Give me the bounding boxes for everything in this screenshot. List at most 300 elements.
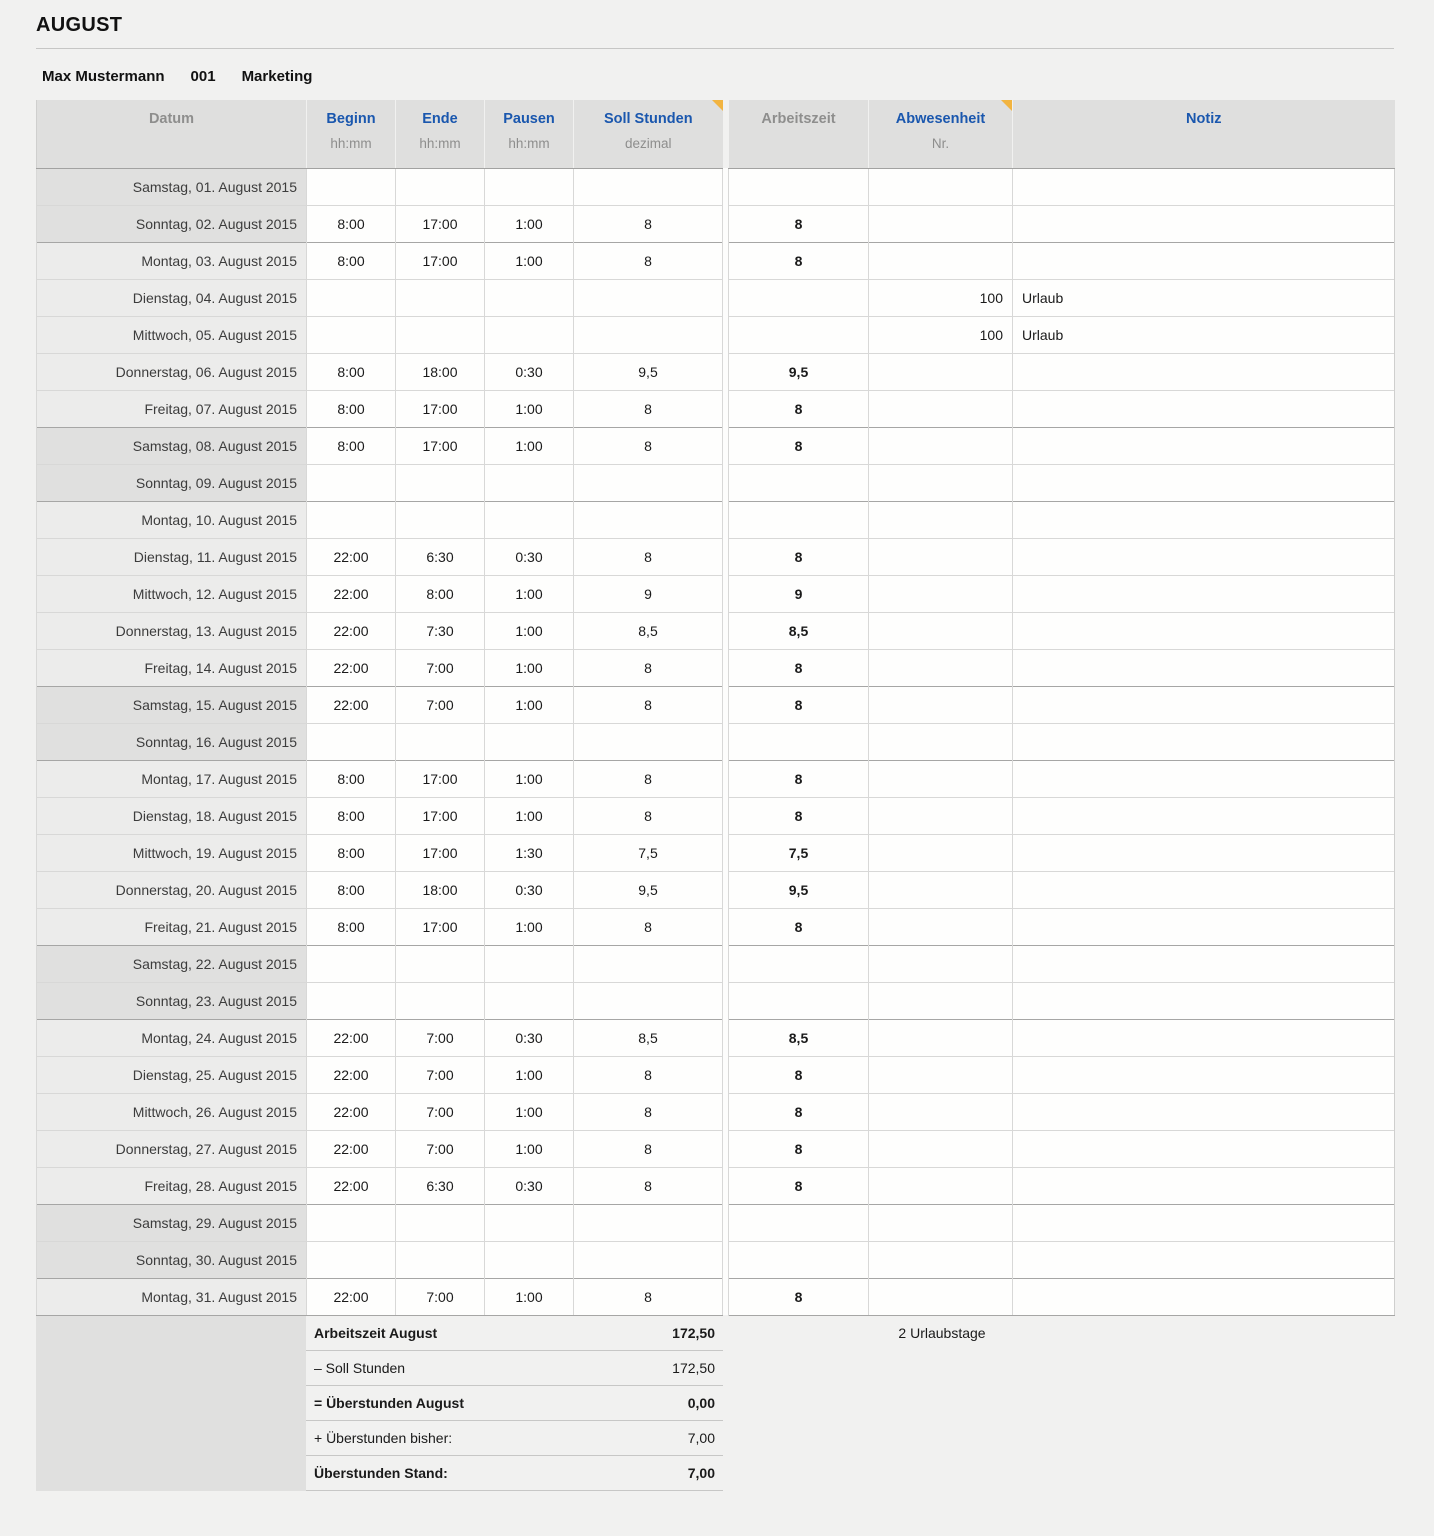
begin-cell[interactable]: 8:00 [307, 834, 396, 871]
note-cell[interactable] [1013, 1167, 1395, 1204]
note-cell[interactable] [1013, 390, 1395, 427]
pause-cell[interactable]: 1:00 [485, 1130, 574, 1167]
work-hours-cell: 8 [729, 242, 869, 279]
note-cell[interactable] [1013, 1093, 1395, 1130]
date-cell: Dienstag, 25. August 2015 [37, 1056, 307, 1093]
target-hours-cell[interactable]: 8 [574, 390, 723, 427]
work-hours-cell [729, 168, 869, 205]
pause-cell[interactable]: 1:00 [485, 575, 574, 612]
note-cell[interactable] [1013, 538, 1395, 575]
begin-cell[interactable]: 22:00 [307, 1019, 396, 1056]
table-row [37, 501, 1395, 538]
date-cell: Donnerstag, 20. August 2015 [37, 871, 307, 908]
end-cell[interactable] [396, 464, 485, 501]
absence-cell[interactable] [869, 1130, 1013, 1167]
absence-cell[interactable] [869, 797, 1013, 834]
target-hours-cell[interactable] [574, 279, 723, 316]
end-cell[interactable]: 17:00 [396, 797, 485, 834]
work-hours-cell: 8 [729, 538, 869, 575]
table-row [37, 797, 1395, 834]
absence-cell[interactable] [869, 649, 1013, 686]
begin-cell[interactable] [307, 464, 396, 501]
target-hours-cell[interactable]: 8 [574, 1093, 723, 1130]
end-cell[interactable]: 17:00 [396, 427, 485, 464]
summary-value: 172,50 [672, 1324, 715, 1341]
work-hours-cell [729, 1204, 869, 1241]
begin-cell[interactable]: 8:00 [307, 353, 396, 390]
absence-cell[interactable] [869, 1056, 1013, 1093]
table-row [37, 649, 1395, 686]
date-cell: Dienstag, 11. August 2015 [37, 538, 307, 575]
target-hours-cell[interactable]: 8 [574, 242, 723, 279]
end-cell[interactable]: 17:00 [396, 908, 485, 945]
target-hours-cell[interactable] [574, 723, 723, 760]
vacation-days-note: 2 Urlaubstage [898, 1324, 986, 1341]
employee-info [36, 49, 1394, 100]
pause-cell[interactable] [485, 464, 574, 501]
begin-cell[interactable] [307, 279, 396, 316]
end-cell[interactable] [396, 501, 485, 538]
begin-cell[interactable] [307, 168, 396, 205]
pause-cell[interactable] [485, 168, 574, 205]
table-row [37, 353, 1395, 390]
table-row [37, 427, 1395, 464]
absence-cell[interactable] [869, 242, 1013, 279]
table-row [37, 834, 1395, 871]
end-cell[interactable]: 18:00 [396, 353, 485, 390]
note-cell[interactable] [1013, 797, 1395, 834]
target-hours-cell[interactable]: 8 [574, 538, 723, 575]
column-header-arbeitszeit: Arbeitszeit [729, 100, 869, 168]
begin-cell[interactable] [307, 316, 396, 353]
summary-row [306, 1386, 723, 1421]
work-hours-cell: 8 [729, 760, 869, 797]
work-hours-cell: 8 [729, 797, 869, 834]
absence-cell[interactable] [869, 168, 1013, 205]
pause-cell[interactable]: 1:00 [485, 686, 574, 723]
note-cell[interactable] [1013, 1241, 1395, 1278]
column-header-abwesenheit: Abwesenheit Nr. [869, 100, 1013, 168]
target-hours-cell[interactable] [574, 501, 723, 538]
begin-cell[interactable] [307, 1204, 396, 1241]
target-hours-cell[interactable]: 8 [574, 649, 723, 686]
date-cell: Samstag, 08. August 2015 [37, 427, 307, 464]
work-hours-cell: 8,5 [729, 612, 869, 649]
absence-cell[interactable] [869, 575, 1013, 612]
begin-cell[interactable]: 8:00 [307, 908, 396, 945]
begin-cell[interactable]: 22:00 [307, 1093, 396, 1130]
table-body [37, 168, 1395, 1315]
end-cell[interactable]: 7:00 [396, 1056, 485, 1093]
work-hours-cell: 8 [729, 1056, 869, 1093]
note-cell[interactable] [1013, 353, 1395, 390]
date-cell: Freitag, 14. August 2015 [37, 649, 307, 686]
work-hours-cell: 8 [729, 908, 869, 945]
pause-cell[interactable]: 1:00 [485, 427, 574, 464]
note-cell[interactable] [1013, 612, 1395, 649]
pause-cell[interactable] [485, 945, 574, 982]
target-hours-cell[interactable]: 8 [574, 908, 723, 945]
pause-cell[interactable]: 0:30 [485, 1167, 574, 1204]
target-hours-cell[interactable]: 8 [574, 797, 723, 834]
date-cell: Samstag, 01. August 2015 [37, 168, 307, 205]
end-cell[interactable]: 7:00 [396, 1019, 485, 1056]
target-hours-cell[interactable] [574, 1204, 723, 1241]
date-cell: Mittwoch, 12. August 2015 [37, 575, 307, 612]
date-cell: Samstag, 15. August 2015 [37, 686, 307, 723]
note-cell[interactable] [1013, 871, 1395, 908]
absence-cell[interactable] [869, 501, 1013, 538]
note-cell[interactable] [1013, 464, 1395, 501]
table-row [37, 945, 1395, 982]
date-cell: Sonntag, 02. August 2015 [37, 205, 307, 242]
summary-value: 172,50 [672, 1359, 715, 1376]
pause-cell[interactable]: 1:00 [485, 797, 574, 834]
summary-rows [306, 1316, 723, 1491]
note-cell[interactable]: Urlaub [1013, 279, 1395, 316]
note-cell[interactable]: Urlaub [1013, 316, 1395, 353]
target-hours-cell[interactable] [574, 1241, 723, 1278]
table-row [37, 723, 1395, 760]
absence-cell[interactable] [869, 1019, 1013, 1056]
column-header-pausen: Pausen hh:mm [485, 100, 574, 168]
end-cell[interactable] [396, 1204, 485, 1241]
table-row [37, 279, 1395, 316]
end-cell[interactable]: 17:00 [396, 205, 485, 242]
table-row [37, 464, 1395, 501]
end-cell[interactable] [396, 945, 485, 982]
work-hours-cell: 8 [729, 205, 869, 242]
employee-number: 001 [190, 68, 216, 85]
target-hours-cell[interactable]: 9,5 [574, 353, 723, 390]
end-cell[interactable]: 7:00 [396, 1093, 485, 1130]
pause-cell[interactable]: 1:00 [485, 612, 574, 649]
end-cell[interactable]: 7:30 [396, 612, 485, 649]
pause-cell[interactable]: 1:00 [485, 649, 574, 686]
work-hours-cell: 8 [729, 649, 869, 686]
begin-cell[interactable]: 22:00 [307, 612, 396, 649]
target-hours-cell[interactable] [574, 464, 723, 501]
begin-cell[interactable]: 8:00 [307, 242, 396, 279]
begin-cell[interactable]: 22:00 [307, 1056, 396, 1093]
summary-row [306, 1456, 723, 1491]
work-hours-cell [729, 279, 869, 316]
table-row [37, 1204, 1395, 1241]
work-hours-cell: 9 [729, 575, 869, 612]
date-cell: Dienstag, 18. August 2015 [37, 797, 307, 834]
table-row [37, 242, 1395, 279]
target-hours-cell[interactable]: 8 [574, 1167, 723, 1204]
table-row [37, 908, 1395, 945]
note-cell[interactable] [1013, 723, 1395, 760]
target-hours-cell[interactable]: 8 [574, 1130, 723, 1167]
end-cell[interactable]: 7:00 [396, 1278, 485, 1315]
note-cell[interactable] [1013, 908, 1395, 945]
date-cell: Montag, 17. August 2015 [37, 760, 307, 797]
note-cell[interactable] [1013, 1204, 1395, 1241]
note-cell[interactable] [1013, 242, 1395, 279]
begin-cell[interactable]: 22:00 [307, 1278, 396, 1315]
summary-value: 7,00 [687, 1464, 715, 1481]
table-row [37, 205, 1395, 242]
begin-cell[interactable] [307, 1241, 396, 1278]
end-cell[interactable] [396, 316, 485, 353]
pause-cell[interactable]: 1:00 [485, 390, 574, 427]
begin-cell[interactable]: 8:00 [307, 427, 396, 464]
begin-cell[interactable]: 22:00 [307, 575, 396, 612]
pause-cell[interactable] [485, 1241, 574, 1278]
target-hours-cell[interactable]: 8,5 [574, 1019, 723, 1056]
begin-cell[interactable] [307, 501, 396, 538]
absence-cell[interactable] [869, 353, 1013, 390]
work-hours-cell [729, 501, 869, 538]
column-header-ende: Ende hh:mm [396, 100, 485, 168]
summary-label: – Soll Stunden [314, 1359, 406, 1376]
pause-cell[interactable]: 1:00 [485, 760, 574, 797]
summary-value: 0,00 [687, 1394, 715, 1411]
end-cell[interactable]: 7:00 [396, 686, 485, 723]
table-header [37, 100, 1395, 168]
work-hours-cell: 8 [729, 1167, 869, 1204]
absence-cell[interactable] [869, 1167, 1013, 1204]
absence-cell[interactable] [869, 908, 1013, 945]
begin-cell[interactable]: 22:00 [307, 649, 396, 686]
date-cell: Freitag, 28. August 2015 [37, 1167, 307, 1204]
note-cell[interactable] [1013, 945, 1395, 982]
begin-cell[interactable] [307, 945, 396, 982]
date-cell: Sonntag, 09. August 2015 [37, 464, 307, 501]
absence-cell[interactable]: 100 [869, 316, 1013, 353]
pause-cell[interactable]: 0:30 [485, 871, 574, 908]
end-cell[interactable]: 17:00 [396, 760, 485, 797]
pause-cell[interactable] [485, 501, 574, 538]
table-row [37, 686, 1395, 723]
work-hours-cell: 8 [729, 1130, 869, 1167]
table-row [37, 612, 1395, 649]
pause-cell[interactable]: 1:00 [485, 908, 574, 945]
note-cell[interactable] [1013, 1019, 1395, 1056]
date-cell: Dienstag, 04. August 2015 [37, 279, 307, 316]
target-hours-cell[interactable] [574, 945, 723, 982]
note-cell[interactable] [1013, 1056, 1395, 1093]
work-hours-cell: 8 [729, 686, 869, 723]
pause-cell[interactable] [485, 982, 574, 1019]
target-hours-cell[interactable]: 8,5 [574, 612, 723, 649]
end-cell[interactable] [396, 723, 485, 760]
absence-cell[interactable] [869, 945, 1013, 982]
target-hours-cell[interactable]: 8 [574, 760, 723, 797]
date-cell: Montag, 10. August 2015 [37, 501, 307, 538]
note-cell[interactable] [1013, 760, 1395, 797]
pause-cell[interactable] [485, 279, 574, 316]
target-hours-cell[interactable]: 8 [574, 686, 723, 723]
work-hours-cell: 9,5 [729, 871, 869, 908]
absence-cell[interactable] [869, 834, 1013, 871]
timesheet-table [36, 100, 1395, 1316]
summary-row [306, 1351, 723, 1386]
absence-cell[interactable]: 100 [869, 279, 1013, 316]
work-hours-cell [729, 982, 869, 1019]
summary-label: Arbeitszeit August [314, 1324, 438, 1341]
begin-cell[interactable]: 8:00 [307, 390, 396, 427]
column-header-notiz: Notiz [1013, 100, 1395, 168]
end-cell[interactable] [396, 982, 485, 1019]
pause-cell[interactable] [485, 723, 574, 760]
date-cell: Montag, 03. August 2015 [37, 242, 307, 279]
column-header-beginn: Beginn hh:mm [307, 100, 396, 168]
begin-cell[interactable]: 8:00 [307, 205, 396, 242]
end-cell[interactable]: 6:30 [396, 538, 485, 575]
pause-cell[interactable]: 1:00 [485, 205, 574, 242]
date-cell: Mittwoch, 05. August 2015 [37, 316, 307, 353]
date-cell: Freitag, 07. August 2015 [37, 390, 307, 427]
end-cell[interactable]: 17:00 [396, 834, 485, 871]
target-hours-cell[interactable]: 8 [574, 1056, 723, 1093]
summary-row [306, 1421, 723, 1456]
work-hours-cell [729, 464, 869, 501]
absence-cell[interactable] [869, 982, 1013, 1019]
summary-value: 7,00 [687, 1429, 715, 1446]
target-hours-cell[interactable]: 8 [574, 205, 723, 242]
pause-cell[interactable]: 1:30 [485, 834, 574, 871]
pause-cell[interactable]: 1:00 [485, 242, 574, 279]
pause-cell[interactable]: 0:30 [485, 538, 574, 575]
table-row [37, 1167, 1395, 1204]
end-cell[interactable]: 17:00 [396, 390, 485, 427]
header-row [37, 100, 1395, 168]
work-hours-cell [729, 945, 869, 982]
begin-cell[interactable]: 22:00 [307, 1130, 396, 1167]
begin-cell[interactable]: 22:00 [307, 538, 396, 575]
note-cell[interactable] [1013, 834, 1395, 871]
absence-cell[interactable] [869, 723, 1013, 760]
absence-cell[interactable] [869, 538, 1013, 575]
work-hours-cell [729, 316, 869, 353]
employee-name: Max Mustermann [42, 68, 165, 85]
table-row [37, 1019, 1395, 1056]
note-cell[interactable] [1013, 501, 1395, 538]
work-hours-cell: 7,5 [729, 834, 869, 871]
absence-cell[interactable] [869, 612, 1013, 649]
note-cell[interactable] [1013, 575, 1395, 612]
date-cell: Mittwoch, 26. August 2015 [37, 1093, 307, 1130]
summary-label: + Überstunden bisher: [314, 1429, 453, 1446]
absence-cell[interactable] [869, 205, 1013, 242]
end-cell[interactable] [396, 279, 485, 316]
table-row [37, 168, 1395, 205]
target-hours-cell[interactable]: 9,5 [574, 871, 723, 908]
absence-cell[interactable] [869, 1093, 1013, 1130]
work-hours-cell: 8 [729, 390, 869, 427]
begin-cell[interactable]: 8:00 [307, 797, 396, 834]
table-row [37, 982, 1395, 1019]
date-cell: Freitag, 21. August 2015 [37, 908, 307, 945]
note-cell[interactable] [1013, 686, 1395, 723]
note-cell[interactable] [1013, 427, 1395, 464]
work-hours-cell: 8 [729, 1278, 869, 1315]
pause-cell[interactable] [485, 1204, 574, 1241]
target-hours-cell[interactable]: 9 [574, 575, 723, 612]
pause-cell[interactable]: 1:00 [485, 1056, 574, 1093]
note-cell[interactable] [1013, 1278, 1395, 1315]
summary-row [306, 1316, 723, 1351]
date-cell: Montag, 24. August 2015 [37, 1019, 307, 1056]
pause-cell[interactable]: 0:30 [485, 353, 574, 390]
note-cell[interactable] [1013, 205, 1395, 242]
end-cell[interactable]: 6:30 [396, 1167, 485, 1204]
note-cell[interactable] [1013, 168, 1395, 205]
absence-cell[interactable] [869, 427, 1013, 464]
absence-cell[interactable] [869, 464, 1013, 501]
target-hours-cell[interactable]: 7,5 [574, 834, 723, 871]
table-row [37, 760, 1395, 797]
date-cell: Donnerstag, 06. August 2015 [37, 353, 307, 390]
summary-label: = Überstunden August [314, 1394, 464, 1411]
pause-cell[interactable]: 0:30 [485, 1019, 574, 1056]
page-title: AUGUST [36, 14, 123, 36]
absence-cell[interactable] [869, 686, 1013, 723]
absence-cell[interactable] [869, 390, 1013, 427]
date-cell: Samstag, 29. August 2015 [37, 1204, 307, 1241]
table-row [37, 316, 1395, 353]
begin-cell[interactable] [307, 982, 396, 1019]
date-cell: Montag, 31. August 2015 [37, 1278, 307, 1315]
date-cell: Samstag, 22. August 2015 [37, 945, 307, 982]
absence-cell[interactable] [869, 871, 1013, 908]
table-row [37, 1056, 1395, 1093]
pause-cell[interactable]: 1:00 [485, 1278, 574, 1315]
target-hours-cell[interactable] [574, 168, 723, 205]
date-cell: Sonntag, 23. August 2015 [37, 982, 307, 1019]
begin-cell[interactable]: 22:00 [307, 686, 396, 723]
date-cell: Sonntag, 30. August 2015 [37, 1241, 307, 1278]
absence-cell[interactable] [869, 1204, 1013, 1241]
absence-cell[interactable] [869, 1241, 1013, 1278]
summary-label: Überstunden Stand: [314, 1464, 448, 1481]
column-header-datum: Datum [37, 100, 307, 168]
pause-cell[interactable] [485, 316, 574, 353]
end-cell[interactable] [396, 1241, 485, 1278]
begin-cell[interactable]: 22:00 [307, 1167, 396, 1204]
work-hours-cell: 8 [729, 427, 869, 464]
date-cell: Mittwoch, 19. August 2015 [37, 834, 307, 871]
work-hours-cell: 8,5 [729, 1019, 869, 1056]
pause-cell[interactable]: 1:00 [485, 1093, 574, 1130]
target-hours-cell[interactable]: 8 [574, 1278, 723, 1315]
end-cell[interactable] [396, 168, 485, 205]
end-cell[interactable]: 7:00 [396, 649, 485, 686]
target-hours-cell[interactable] [574, 982, 723, 1019]
absence-cell[interactable] [869, 1278, 1013, 1315]
end-cell[interactable]: 17:00 [396, 242, 485, 279]
absence-cell[interactable] [869, 760, 1013, 797]
target-hours-cell[interactable] [574, 316, 723, 353]
note-cell[interactable] [1013, 982, 1395, 1019]
note-cell[interactable] [1013, 1130, 1395, 1167]
work-hours-cell: 8 [729, 1093, 869, 1130]
begin-cell[interactable]: 8:00 [307, 760, 396, 797]
begin-cell[interactable] [307, 723, 396, 760]
date-cell: Sonntag, 16. August 2015 [37, 723, 307, 760]
note-cell[interactable] [1013, 649, 1395, 686]
table-row [37, 1130, 1395, 1167]
end-cell[interactable]: 7:00 [396, 1130, 485, 1167]
table-row [37, 538, 1395, 575]
target-hours-cell[interactable]: 8 [574, 427, 723, 464]
begin-cell[interactable]: 8:00 [307, 871, 396, 908]
end-cell[interactable]: 8:00 [396, 575, 485, 612]
end-cell[interactable]: 18:00 [396, 871, 485, 908]
